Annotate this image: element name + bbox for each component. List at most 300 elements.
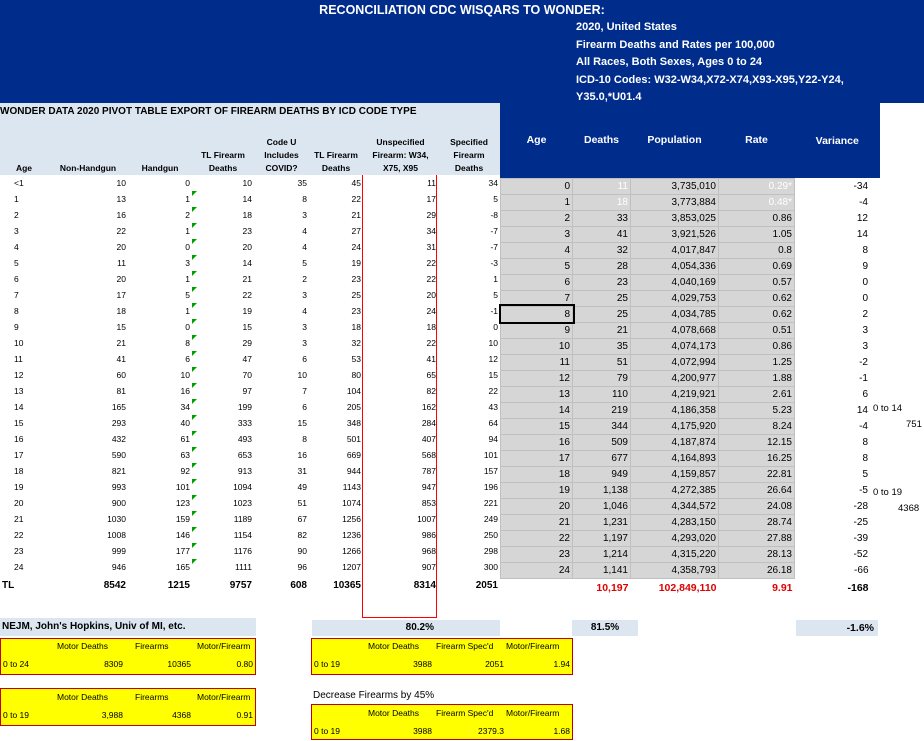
table-cell[interactable]: 821 [111, 466, 126, 476]
table-cell[interactable]: 80 [351, 370, 361, 380]
table-cell[interactable]: 49 [297, 482, 307, 492]
table-cell[interactable]: 22 [488, 386, 498, 396]
table-cell[interactable]: 913 [192, 463, 254, 479]
variance-cell[interactable]: 2 [862, 308, 868, 320]
age-cell[interactable]: 4 [14, 242, 19, 252]
rate-cell[interactable]: 8.24 [719, 418, 795, 434]
variance-cell[interactable]: -34 [853, 180, 868, 192]
table-cell[interactable]: 22 [426, 338, 436, 348]
table-cell[interactable]: 0 [185, 178, 190, 188]
table-cell[interactable]: 47 [192, 351, 254, 367]
table-cell[interactable]: 94 [488, 434, 498, 444]
age-cell[interactable]: 5 [14, 258, 19, 268]
rate-cell[interactable]: 16.25 [719, 450, 795, 466]
table-cell[interactable]: 23 [192, 223, 254, 239]
population-cell[interactable]: 4,186,358 [631, 402, 719, 418]
table-cell[interactable]: 999 [111, 546, 126, 556]
rate-cell[interactable]: 1.88 [719, 370, 795, 386]
age-cell[interactable]: 7 [14, 290, 19, 300]
table-cell[interactable]: 5 [185, 290, 190, 300]
population-cell[interactable]: 4,344,572 [631, 498, 719, 514]
table-cell[interactable]: 1266 [342, 546, 361, 556]
rate-cell[interactable]: 0.62 [719, 290, 795, 306]
deaths-cell[interactable]: 35 [573, 338, 631, 354]
variance-cell[interactable]: -52 [853, 548, 868, 560]
variance-cell[interactable]: -5 [859, 484, 868, 496]
table-cell[interactable]: 5 [493, 290, 498, 300]
table-cell[interactable]: 6 [302, 354, 307, 364]
table-cell[interactable]: 41 [116, 354, 126, 364]
population-cell[interactable]: 4,283,150 [631, 514, 719, 530]
age-cell[interactable]: <1 [14, 178, 24, 188]
deaths-cell[interactable]: 25 [573, 290, 631, 306]
table-cell[interactable]: 986 [421, 530, 436, 540]
variance-cell[interactable]: 8 [862, 436, 868, 448]
table-cell[interactable]: 407 [421, 434, 436, 444]
age-cell[interactable]: 18 [501, 466, 573, 482]
table-cell[interactable]: 993 [111, 482, 126, 492]
deaths-cell[interactable]: 25 [573, 306, 631, 322]
table-cell[interactable]: 3 [302, 322, 307, 332]
table-cell[interactable]: 165 [175, 562, 190, 572]
deaths-cell[interactable]: 110 [573, 386, 631, 402]
table-cell[interactable]: 907 [421, 562, 436, 572]
age-cell[interactable]: 3 [14, 226, 19, 236]
table-cell[interactable]: 1030 [107, 514, 126, 524]
rate-cell[interactable]: 0.51 [719, 322, 795, 338]
rate-cell[interactable]: 0.86 [719, 338, 795, 354]
table-cell[interactable]: 15 [297, 418, 307, 428]
table-cell[interactable]: 3 [302, 338, 307, 348]
population-cell[interactable]: 4,200,977 [631, 370, 719, 386]
rate-cell[interactable]: 28.13 [719, 546, 795, 562]
age-cell[interactable]: 11 [501, 354, 573, 370]
population-cell[interactable]: 4,164,893 [631, 450, 719, 466]
table-cell[interactable]: 18 [116, 306, 126, 316]
deaths-cell[interactable]: 219 [573, 402, 631, 418]
variance-cell[interactable]: 5 [862, 468, 868, 480]
variance-cell[interactable]: 14 [856, 228, 868, 240]
age-cell[interactable]: 7 [501, 290, 573, 306]
rate-cell[interactable]: 22.81 [719, 466, 795, 482]
table-cell[interactable]: -7 [490, 242, 498, 252]
age-cell[interactable]: 2 [501, 210, 573, 226]
age-cell[interactable]: 16 [501, 434, 573, 450]
table-cell[interactable]: 1176 [192, 543, 254, 559]
variance-cell[interactable]: -28 [853, 500, 868, 512]
table-cell[interactable]: 53 [351, 354, 361, 364]
table-cell[interactable]: 22 [426, 258, 436, 268]
table-cell[interactable]: 10 [488, 338, 498, 348]
table-cell[interactable]: 18 [351, 322, 361, 332]
table-cell[interactable]: 24 [426, 306, 436, 316]
table-cell[interactable]: 21 [192, 271, 254, 287]
table-cell[interactable]: 23 [351, 274, 361, 284]
table-cell[interactable]: 159 [175, 514, 190, 524]
deaths-cell[interactable]: 11 [573, 178, 631, 194]
table-cell[interactable]: 16 [116, 210, 126, 220]
rate-cell[interactable]: 0.86 [719, 210, 795, 226]
table-cell[interactable]: 1 [493, 274, 498, 284]
table-cell[interactable]: 0 [493, 322, 498, 332]
table-cell[interactable]: 14 [192, 255, 254, 271]
table-cell[interactable]: 1207 [342, 562, 361, 572]
table-cell[interactable]: 1023 [192, 495, 254, 511]
variance-cell[interactable]: 6 [862, 388, 868, 400]
table-cell[interactable]: 5 [493, 194, 498, 204]
table-cell[interactable]: 968 [421, 546, 436, 556]
rate-cell[interactable]: 24.08 [719, 498, 795, 514]
table-cell[interactable]: 4 [302, 306, 307, 316]
table-cell[interactable]: 18 [192, 207, 254, 223]
population-cell[interactable]: 4,072,994 [631, 354, 719, 370]
table-cell[interactable]: 64 [488, 418, 498, 428]
table-cell[interactable]: 501 [346, 434, 361, 444]
deaths-cell[interactable]: 949 [573, 466, 631, 482]
table-cell[interactable]: -8 [490, 210, 498, 220]
table-cell[interactable]: 1143 [342, 482, 361, 492]
variance-cell[interactable]: 9 [862, 260, 868, 272]
table-cell[interactable]: 944 [346, 466, 361, 476]
table-cell[interactable]: 123 [175, 498, 190, 508]
table-cell[interactable]: 590 [111, 450, 126, 460]
deaths-cell[interactable]: 32 [573, 242, 631, 258]
table-cell[interactable]: 40 [180, 418, 190, 428]
table-cell[interactable]: 1154 [192, 527, 254, 543]
table-cell[interactable]: 3 [185, 258, 190, 268]
age-cell[interactable]: 19 [501, 482, 573, 498]
population-cell[interactable]: 3,921,526 [631, 226, 719, 242]
table-cell[interactable]: 82 [297, 530, 307, 540]
age-cell[interactable]: 20 [14, 498, 24, 508]
population-cell[interactable]: 4,272,385 [631, 482, 719, 498]
age-cell[interactable]: 6 [501, 274, 573, 290]
rate-cell[interactable]: 0.62 [719, 306, 795, 322]
age-cell[interactable]: 8 [14, 306, 19, 316]
table-cell[interactable]: 669 [346, 450, 361, 460]
table-cell[interactable]: 25 [351, 290, 361, 300]
table-cell[interactable]: 1007 [417, 514, 436, 524]
table-cell[interactable]: 31 [426, 242, 436, 252]
table-cell[interactable]: 35 [297, 178, 307, 188]
age-cell[interactable]: 8 [501, 306, 573, 322]
variance-cell[interactable]: -1 [859, 372, 868, 384]
variance-cell[interactable]: 8 [862, 452, 868, 464]
table-cell[interactable]: 81 [116, 386, 126, 396]
table-cell[interactable]: 787 [421, 466, 436, 476]
table-cell[interactable]: 6 [302, 402, 307, 412]
table-cell[interactable]: 10 [116, 178, 126, 188]
table-cell[interactable]: 250 [483, 530, 498, 540]
rate-cell[interactable]: 12.15 [719, 434, 795, 450]
table-cell[interactable]: 493 [192, 431, 254, 447]
rate-cell[interactable]: 2.61 [719, 386, 795, 402]
table-cell[interactable]: 19 [192, 303, 254, 319]
table-cell[interactable]: 21 [116, 338, 126, 348]
table-cell[interactable]: 29 [426, 210, 436, 220]
table-cell[interactable]: 1 [185, 274, 190, 284]
table-cell[interactable]: 20 [426, 290, 436, 300]
table-cell[interactable]: 12 [488, 354, 498, 364]
population-cell[interactable]: 4,054,336 [631, 258, 719, 274]
age-cell[interactable]: 23 [501, 546, 573, 562]
table-cell[interactable]: 31 [297, 466, 307, 476]
table-cell[interactable]: 15 [192, 319, 254, 335]
age-cell[interactable]: 3 [501, 226, 573, 242]
table-cell[interactable]: 162 [421, 402, 436, 412]
rate-cell[interactable]: 1.25 [719, 354, 795, 370]
population-cell[interactable]: 4,029,753 [631, 290, 719, 306]
table-cell[interactable]: 19 [351, 258, 361, 268]
table-cell[interactable]: 22 [116, 226, 126, 236]
table-cell[interactable]: 11 [117, 258, 126, 268]
deaths-cell[interactable]: 21 [573, 322, 631, 338]
deaths-cell[interactable]: 41 [573, 226, 631, 242]
table-cell[interactable]: 45 [351, 178, 361, 188]
table-cell[interactable]: 34 [180, 402, 190, 412]
deaths-cell[interactable]: 28 [573, 258, 631, 274]
table-cell[interactable]: 1 [185, 226, 190, 236]
table-cell[interactable]: 0 [185, 242, 190, 252]
variance-cell[interactable]: -4 [859, 420, 868, 432]
table-cell[interactable]: 17 [116, 290, 126, 300]
table-cell[interactable]: 16 [180, 386, 190, 396]
population-cell[interactable]: 3,735,010 [631, 178, 719, 194]
table-cell[interactable]: 60 [116, 370, 126, 380]
table-cell[interactable]: 293 [111, 418, 126, 428]
table-cell[interactable]: 1256 [342, 514, 361, 524]
table-cell[interactable]: 1008 [107, 530, 126, 540]
population-cell[interactable]: 4,175,920 [631, 418, 719, 434]
table-cell[interactable]: 92 [180, 466, 190, 476]
table-cell[interactable]: 24 [351, 242, 361, 252]
age-cell[interactable]: 15 [14, 418, 24, 428]
population-cell[interactable]: 4,034,785 [631, 306, 719, 322]
table-cell[interactable]: 4 [302, 242, 307, 252]
table-cell[interactable]: 63 [180, 450, 190, 460]
age-cell[interactable]: 20 [501, 498, 573, 514]
age-cell[interactable]: 24 [14, 562, 24, 572]
variance-cell[interactable]: -4 [859, 196, 868, 208]
table-cell[interactable]: -3 [490, 258, 498, 268]
age-cell[interactable]: 12 [501, 370, 573, 386]
table-cell[interactable]: 96 [297, 562, 307, 572]
age-cell[interactable]: 13 [14, 386, 24, 396]
deaths-cell[interactable]: 1,138 [573, 482, 631, 498]
table-cell[interactable]: 34 [488, 178, 498, 188]
table-cell[interactable]: 70 [192, 367, 254, 383]
table-cell[interactable]: 1 [185, 194, 190, 204]
table-cell[interactable]: 20 [116, 242, 126, 252]
variance-cell[interactable]: -25 [853, 516, 868, 528]
age-cell[interactable]: 15 [501, 418, 573, 434]
table-cell[interactable]: 15 [488, 370, 498, 380]
population-cell[interactable]: 4,315,220 [631, 546, 719, 562]
deaths-cell[interactable]: 509 [573, 434, 631, 450]
variance-cell[interactable]: 14 [856, 404, 868, 416]
table-cell[interactable]: 432 [111, 434, 126, 444]
age-cell[interactable]: 1 [14, 194, 19, 204]
table-cell[interactable]: 568 [421, 450, 436, 460]
table-cell[interactable]: 1111 [192, 559, 254, 575]
table-cell[interactable]: 67 [297, 514, 307, 524]
table-cell[interactable]: 3 [302, 290, 307, 300]
table-cell[interactable]: 8 [302, 434, 307, 444]
table-cell[interactable]: 21 [351, 210, 361, 220]
population-cell[interactable]: 4,017,847 [631, 242, 719, 258]
table-cell[interactable]: 333 [192, 415, 254, 431]
age-cell[interactable]: 9 [501, 322, 573, 338]
deaths-cell[interactable]: 1,214 [573, 546, 631, 562]
deaths-cell[interactable]: 23 [573, 274, 631, 290]
variance-cell[interactable]: -66 [854, 564, 869, 576]
table-cell[interactable]: 249 [483, 514, 498, 524]
rate-cell[interactable]: 0.29* [719, 178, 795, 194]
table-cell[interactable]: 146 [175, 530, 190, 540]
age-cell[interactable]: 22 [501, 530, 573, 546]
table-cell[interactable]: 947 [421, 482, 436, 492]
table-cell[interactable]: 196 [483, 482, 498, 492]
table-cell[interactable]: 10 [297, 370, 307, 380]
table-cell[interactable]: 22 [351, 194, 361, 204]
table-cell[interactable]: 348 [346, 418, 361, 428]
deaths-cell[interactable]: 51 [573, 354, 631, 370]
table-cell[interactable]: 32 [351, 338, 361, 348]
table-cell[interactable]: 15 [116, 322, 126, 332]
table-cell[interactable]: 43 [488, 402, 498, 412]
table-cell[interactable]: 11 [427, 178, 436, 188]
variance-cell[interactable]: 12 [856, 212, 868, 224]
deaths-cell[interactable]: 33 [573, 210, 631, 226]
table-cell[interactable]: 27 [351, 226, 361, 236]
table-cell[interactable]: 7 [302, 386, 307, 396]
population-cell[interactable]: 4,219,921 [631, 386, 719, 402]
table-cell[interactable]: 3 [302, 210, 307, 220]
table-cell[interactable]: 205 [346, 402, 361, 412]
table-cell[interactable]: 23 [351, 306, 361, 316]
table-cell[interactable]: -7 [490, 226, 498, 236]
table-cell[interactable]: 41 [426, 354, 436, 364]
age-cell[interactable]: 1 [501, 194, 573, 210]
age-cell[interactable]: 13 [501, 386, 573, 402]
table-cell[interactable]: 8 [302, 194, 307, 204]
table-cell[interactable]: 2 [302, 274, 307, 284]
age-cell[interactable]: 23 [14, 546, 24, 556]
population-cell[interactable]: 3,853,025 [631, 210, 719, 226]
age-cell[interactable]: 18 [14, 466, 24, 476]
table-cell[interactable]: 34 [426, 226, 436, 236]
rate-cell[interactable]: 28.74 [719, 514, 795, 530]
table-cell[interactable]: 22 [426, 274, 436, 284]
age-cell[interactable]: 4 [501, 242, 573, 258]
variance-cell[interactable]: 0 [862, 292, 868, 304]
table-cell[interactable]: 946 [111, 562, 126, 572]
table-cell[interactable]: 4 [302, 226, 307, 236]
deaths-cell[interactable]: 1,231 [573, 514, 631, 530]
rate-cell[interactable]: 0.69 [719, 258, 795, 274]
age-cell[interactable]: 21 [14, 514, 24, 524]
variance-cell[interactable]: 8 [862, 244, 868, 256]
table-cell[interactable]: 2 [185, 210, 190, 220]
table-cell[interactable]: 51 [297, 498, 307, 508]
age-cell[interactable]: 11 [14, 354, 23, 364]
table-cell[interactable]: 65 [426, 370, 436, 380]
table-cell[interactable]: 1074 [342, 498, 361, 508]
table-cell[interactable]: 157 [483, 466, 498, 476]
deaths-cell[interactable]: 18 [573, 194, 631, 210]
table-cell[interactable]: 177 [175, 546, 190, 556]
variance-cell[interactable]: -39 [853, 532, 868, 544]
variance-cell[interactable]: 3 [862, 324, 868, 336]
deaths-cell[interactable]: 1,046 [573, 498, 631, 514]
population-cell[interactable]: 4,078,668 [631, 322, 719, 338]
variance-cell[interactable]: 0 [862, 276, 868, 288]
population-cell[interactable]: 3,773,884 [631, 194, 719, 210]
table-cell[interactable]: 1094 [192, 479, 254, 495]
rate-cell[interactable]: 0.8 [719, 242, 795, 258]
variance-cell[interactable]: 3 [862, 340, 868, 352]
table-cell[interactable]: 8 [185, 338, 190, 348]
deaths-cell[interactable]: 677 [573, 450, 631, 466]
variance-cell[interactable]: -2 [859, 356, 868, 368]
deaths-cell[interactable]: 1,141 [573, 562, 631, 578]
population-cell[interactable]: 4,074,173 [631, 338, 719, 354]
rate-cell[interactable]: 5.23 [719, 402, 795, 418]
age-cell[interactable]: 2 [14, 210, 19, 220]
table-cell[interactable]: 284 [421, 418, 436, 428]
population-cell[interactable]: 4,293,020 [631, 530, 719, 546]
age-cell[interactable]: 22 [14, 530, 24, 540]
table-cell[interactable]: 22 [192, 287, 254, 303]
table-cell[interactable]: 199 [192, 399, 254, 415]
rate-cell[interactable]: 1.05 [719, 226, 795, 242]
age-cell[interactable]: 12 [14, 370, 24, 380]
age-cell[interactable]: 19 [14, 482, 24, 492]
age-cell[interactable]: 16 [14, 434, 24, 444]
table-cell[interactable]: 10 [180, 370, 190, 380]
table-cell[interactable]: 17 [426, 194, 436, 204]
table-cell[interactable]: 104 [346, 386, 361, 396]
table-cell[interactable]: 1189 [192, 511, 254, 527]
table-cell[interactable]: 18 [426, 322, 436, 332]
age-cell[interactable]: 21 [501, 514, 573, 530]
age-cell[interactable]: 14 [501, 402, 573, 418]
rate-cell[interactable]: 0.48* [719, 194, 795, 210]
deaths-cell[interactable]: 344 [573, 418, 631, 434]
table-cell[interactable]: 101 [175, 482, 190, 492]
population-cell[interactable]: 4,187,874 [631, 434, 719, 450]
age-cell[interactable]: 0 [501, 178, 573, 194]
table-cell[interactable]: -1 [490, 306, 498, 316]
table-cell[interactable]: 1 [185, 306, 190, 316]
table-cell[interactable]: 13 [116, 194, 126, 204]
population-cell[interactable]: 4,358,793 [631, 562, 719, 578]
age-cell[interactable]: 17 [501, 450, 573, 466]
table-cell[interactable]: 221 [483, 498, 498, 508]
age-cell[interactable]: 24 [501, 562, 573, 578]
table-cell[interactable]: 165 [111, 402, 126, 412]
table-cell[interactable]: 29 [192, 335, 254, 351]
table-cell[interactable]: 853 [421, 498, 436, 508]
table-cell[interactable]: 5 [302, 258, 307, 268]
age-cell[interactable]: 10 [501, 338, 573, 354]
table-cell[interactable]: 10 [242, 178, 252, 188]
table-cell[interactable]: 90 [297, 546, 307, 556]
table-cell[interactable]: 97 [192, 383, 254, 399]
deaths-cell[interactable]: 79 [573, 370, 631, 386]
age-cell[interactable]: 5 [501, 258, 573, 274]
rate-cell[interactable]: 26.64 [719, 482, 795, 498]
